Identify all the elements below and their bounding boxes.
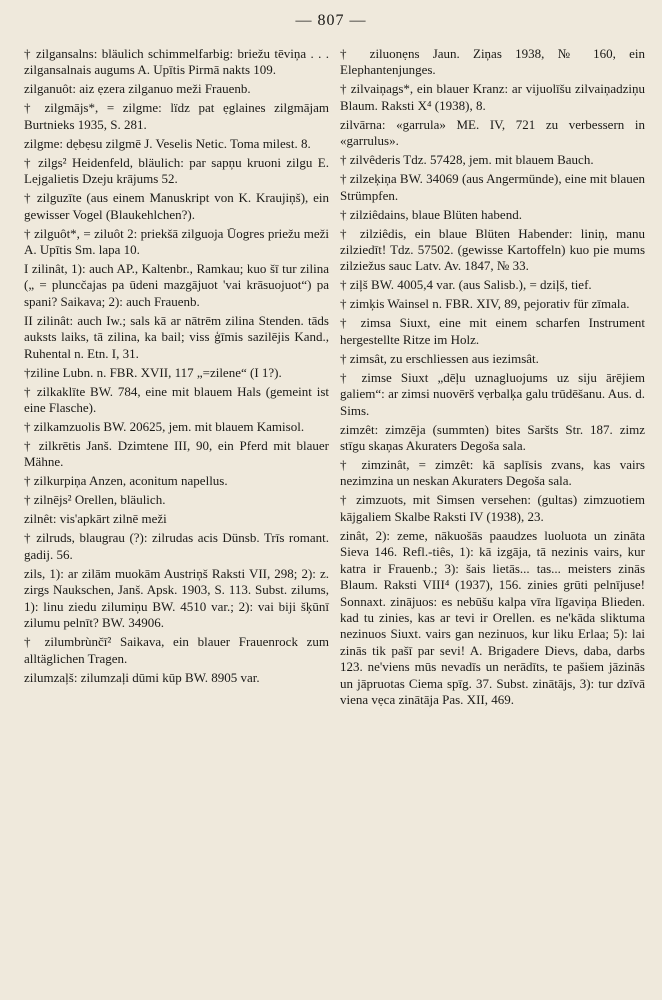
- dictionary-entry: † zilkurpiņa Anzen, aconitum napellus.: [24, 473, 228, 489]
- dictionary-entry: † zilguzīte (aus einem Manuskript von K. Kraujiņš), ein gewisser Vogel (Blaukehlchen?).: [24, 190, 329, 222]
- dictionary-entry: † zimzuots, mit Simsen versehen: (gultas) zimzuotiem kājgaliem Skalbe Raksti IV (1938), 23.: [340, 492, 645, 524]
- dictionary-entry: † zilvaiņags*, ein blauer Kranz: ar vijuolīšu zilvaiņadziņu Blaum. Raksti X⁴ (1938), 8.: [340, 81, 645, 113]
- dictionary-entry: † zilgmājs*, = zilgme: lïdz pat ẹglaines zilgmājam Burtnieks 1935, S. 281.: [24, 100, 329, 132]
- dictionary-entry: † zilkamzuolis BW. 20625, jem. mit blauem Kamisol.: [24, 419, 305, 435]
- dictionary-entry: † zilzeķiņa BW. 34069 (aus Angermünde), eine mit blauen Strümpfen.: [340, 171, 645, 203]
- dictionary-entry: zilvārna: «garrula» ME. IV, 721 zu verbessern in «garrulus».: [340, 116, 645, 149]
- dictionary-entry: †ziline Lubn. n. FBR. XVII, 117 „=zilene“ (I 1?).: [24, 364, 282, 380]
- dictionary-entry: I zilinât, 1): auch AP., Kaltenbr., Ramkau; kuo šī tur zilina („ = pluncčajas pa ūdeni mazgājuot 'vai krāsuojuot“) pa spani? Saikava; 2): auch Frauenb.: [24, 261, 329, 309]
- dictionary-entry: zilgme: dẹbẹsu zilgmē J. Veselis Netic. Toma milest. 8.: [24, 135, 311, 151]
- dictionary-entry: † zimse Siuxt „dēļu uznagluojums uz siju ārējiem galiem“: ar zimsi nuovērš vẹrbalķa galu trūdēšanu. Aus. d. Sims.: [340, 369, 645, 418]
- dictionary-entry: zilumzaļš: zilumzaļi dūmi kūp BW. 8905 var.: [24, 669, 260, 685]
- dictionary-entry: † zilvêderis Tdz. 57428, jem. mit blauem Bauch.: [340, 152, 594, 168]
- dictionary-entry: † zimsa Siuxt, eine mit einem scharfen Instrument hergestellte Ritze im Holz.: [340, 315, 645, 347]
- dictionary-entry: † zilziêdis, ein blaue Blüten Habender: liniņ, manu zilziedīt! Tdz. 57502. (gewisse Kartoffeln) kuo pie mums zilziežus sauc Latv. Av. 1847, № 33.: [340, 225, 645, 274]
- dictionary-entry: † zimsât, zu erschliessen aus iezimsât.: [340, 350, 539, 366]
- left-column: [24, 46, 329, 689]
- dictionary-entry: † ziluonẹns Jaun. Ziņas 1938, № 160, ein Elephantenjunges.: [340, 46, 645, 78]
- dictionary-entry: † zilgansalns: bläulich schimmelfarbig: briežu tēviņa . . . zilgansalnais augums A. Upītis Pirmā nakts 109.: [24, 46, 329, 78]
- dictionary-entry: zimzêt: zimzēja (summten) bites Saršts Str. 187. zimz stīgu skaņas Akuraters Degoša sala.: [340, 421, 645, 454]
- dictionary-entry: † zilziêdains, blaue Blüten habend.: [340, 206, 522, 222]
- dictionary-entry: zinât, 2): zeme, nākuošās paaudzes luoluota un zināta Sieva 146. Refl.-tiês, 1): kā izgāja, tā nezinis vairs, kur katra ir Frauenb.; 3): šais lietās... tas... meisters zinās Blaum. Raksti VIII⁴ (1937), 156. zinies grūti pelnījuse! Sonnaxt. zinājuos: es nebūšu kalpa vīra līgaviņa Blieden. kad tu zinies, kas ar tevi ir Orellen. es ne'kāda sliktuma nezinuos Siuxt. vairs gan nezinuos, kur liku Erlaa; 5): lai zinās tik pašī par sevi! A. Brigadere Dievs, daba, darbs 123. ne'viens mūs nevadīs un nerādīts, te pašiem jāzinās un jāpruotas Ciema spīg. 37. Subst. zinātājs, 3): tur dzīvā viena vẹca zinātāja Pas. XII, 469.: [340, 527, 645, 707]
- page-number: — 807 —: [295, 12, 367, 29]
- dictionary-entry: † zilkaklīte BW. 784, eine mit blauem Hals (gemeint ist eine Flasche).: [24, 383, 329, 416]
- dictionary-entry: zilganuôt: aiz ẹzera zilganuo meži Frauenb.: [24, 81, 251, 97]
- dictionary-entry: zils, 1): ar zilām muokām Austriņš Raksti VII, 298; 2): z. zirgs Naukschen, Janš. Apsk. 1903, S. 113. Subst. zilums, 1): linu ziedu zilumiņu BW. 4510 var.; 2): vai biji šķūnī zilumu pelnīt? BW. 34906.: [24, 565, 329, 631]
- dictionary-entry: † zimzinât, = zimzêt: kā saplīsis zvans, kas vairs nezimzina un neskan Akuraters Degoša sala.: [340, 457, 645, 489]
- dictionary-entry: † zilguôt*, = ziluôt 2: priekšā zilguoja Ūogres priežu meži A. Upītis Sm. lapa 10.: [24, 225, 329, 258]
- dictionary-entry: † zilgs² Heidenfeld, bläulich: par sapņu kruoni zilgu E. Lejgalietis Dzeju krājums 52.: [24, 154, 329, 187]
- dictionary-entry: † zilnējs² Orellen, bläulich.: [24, 492, 166, 508]
- dictionary-entry: † zilkrētis Janš. Dzimtene III, 90, ein Pferd mit blauer Mähne.: [24, 438, 329, 470]
- dictionary-entry: † zimķis Wainsel n. FBR. XIV, 89, pejorativ für zīmala.: [340, 296, 630, 312]
- dictionary-entry: † zilruds, blaugrau (?): zilrudas acis Dünsb. Trīs romant. gadij. 56.: [24, 530, 329, 562]
- dictionary-entry: † ziļš BW. 4005,4 var. (aus Salisb.), = dziļš, tief.: [340, 277, 592, 293]
- dictionary-entry: II zilinât: auch Iw.; sals kā ar nātrēm zilina Stenden. tāds auksts laiks, tā zilina, ka bail; viss ģīmis sazilējis Kand., Ruhental n. Etn. I, 31.: [24, 312, 329, 361]
- dictionary-entry: † zilumbrùnčī² Saikava, ein blauer Frauenrock zum alltäglichen Tragen.: [24, 634, 329, 666]
- dictionary-entry: zilnêt: vis'apkārt zilnē meži: [24, 511, 167, 527]
- right-column: [340, 46, 645, 711]
